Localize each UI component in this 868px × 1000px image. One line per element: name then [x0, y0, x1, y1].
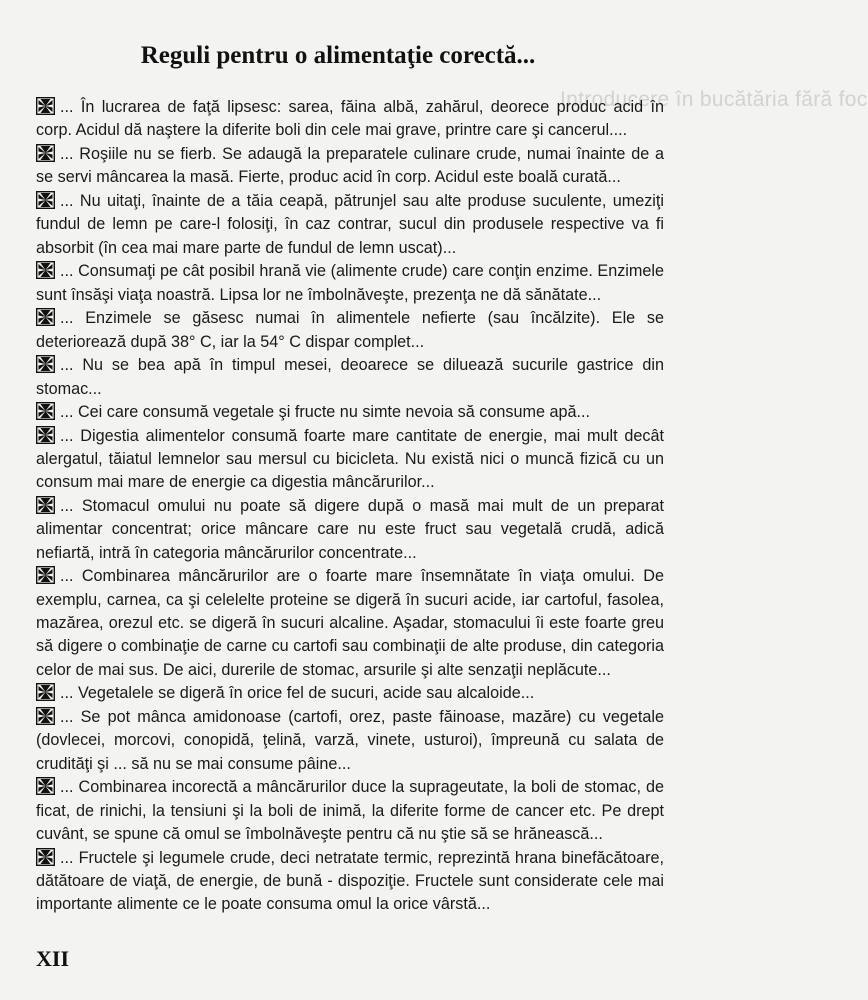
rule-text: ... Se pot mânca amidonoase (cartofi, orez, paste făinoase, mazăre) cu vegetale (dovlecei, morcovi, conopidă, ţelină, varză, vinete, usturoi), împreună cu salata de crudităţi şi ... să nu se mai consume pâine...: [36, 708, 664, 773]
maltese-cross-icon: [36, 355, 55, 373]
maltese-cross-icon: [36, 566, 55, 584]
rule-paragraph: [36, 682, 664, 705]
rule-paragraph: [36, 565, 664, 681]
rule-text: ... Cei care consumă vegetale şi fructe nu simte nevoia să consume apă...: [60, 403, 590, 422]
rule-text: ... Nu uitaţi, înainte de a tăia ceapă, pătrunjel sau alte produse suculente, umeziţi fundul de lemn pe care-l folosiţi, în caz contrar, sucul din produsele respective va fi absorbit (în cea mai mare parte de fundul de lemn uscat)...: [36, 191, 664, 257]
rule-paragraph: [36, 706, 664, 776]
rule-paragraph: [36, 425, 664, 495]
maltese-cross-icon: [36, 683, 55, 701]
rule-text: ... Fructele şi legumele crude, deci netratate termic, reprezintă hrana binefăcătoare, dătătoare de viaţă, de energie, de bună - dispoziţie. Fructele sunt considerate cele mai importante alimente ce le poate consuma omul la orice vârstă...: [36, 848, 664, 914]
rule-text: ... Combinarea mâncărurilor are o foarte mare însemnătate în viaţa omului. De exemplu, carnea, ca şi celelelte proteine se digeră în sucuri acide, iar cartoful, fasolea, mazărea, orezul etc. se digeră în sucuri alcaline. Aşadar, stomacului îi este foarte greu să digere o combinaţie de carne cu cartofi sau combinaţii de alte produse, din categoria celor de mai sus. De aici, durerile de stomac, arsurile şi alte senzaţii neplăcute...: [36, 567, 664, 679]
rule-text: ... Vegetalele se digeră în orice fel de sucuri, acide sau alcaloide...: [60, 684, 535, 703]
rule-text: ... Stomacul omului nu poate să digere după o masă mai mult de un preparat alimentar concentrat; orice mâncare care nu este fruct sau vegetală crudă, adică nefiartă, intră în categoria mâncărurilor concentrate...: [36, 497, 664, 562]
rule-text: ... Enzimele se găsesc numai în alimentele nefierte (sau încălzite). Ele se deteriorează după 38° C, iar la 54° C dispar complet...: [36, 309, 664, 351]
maltese-cross-icon: [36, 97, 55, 115]
maltese-cross-icon: [36, 496, 55, 514]
bleed-through-heading: Introducere în bucătăria fără foc: [560, 88, 868, 111]
rule-paragraph: [36, 401, 664, 424]
maltese-cross-icon: [36, 402, 55, 420]
maltese-cross-icon: [36, 777, 55, 795]
maltese-cross-icon: [36, 848, 55, 866]
maltese-cross-icon: [36, 261, 55, 279]
page-title: Reguli pentru o alimentaţie corectă...: [140, 42, 536, 69]
maltese-cross-icon: [36, 426, 55, 444]
rule-paragraph: [36, 307, 664, 354]
rule-text: ... Consumaţi pe cât posibil hrană vie (alimente crude) care conţin enzime. Enzimele sunt însăşi viaţa noastră. Lipsa lor ne îmbolnăveşte, prezenţa ne dă sănătate...: [36, 262, 664, 304]
rule-paragraph: [36, 143, 664, 190]
rule-text: ... Nu se bea apă în timpul mesei, deoarece se diluează sucurile gastrice din stomac...: [36, 356, 664, 398]
rule-text: ... Digestia alimentelor consumă foarte mare cantitate de energie, mai mult decât alergatul, tăiatul lemnelor sau mersul cu bicicleta. Nu există nici o muncă fizică cu un consum mai mare de energie ca digestia mâncărurilor...: [36, 426, 664, 492]
maltese-cross-icon: [36, 707, 55, 725]
rule-text: ... În lucrarea de faţă lipsesc: sarea, făina albă, zahărul, deorece produc acid în corp. Acidul dă naştere la diferite boli din cele mai grave, printre care şi cancerul....: [36, 98, 664, 140]
page-number: XII: [36, 946, 70, 971]
rule-text: ... Roşiile nu se fierb. Se adaugă la preparatele culinare crude, numai înainte de a se servi mâncarea la masă. Fierte, produc acid în corp. Acidul este boală curată...: [36, 144, 664, 187]
maltese-cross-icon: [36, 191, 55, 209]
maltese-cross-icon: [36, 308, 55, 326]
rule-paragraph: [36, 776, 664, 846]
rule-paragraph: [36, 847, 664, 917]
rule-paragraph: [36, 96, 664, 143]
rule-text: ... Combinarea incorectă a mâncărurilor duce la suprageutate, la boli de stomac, de ficat, de rinichi, la tensiuni şi la boli de inimă, la diferite forme de cancer etc. Pe drept cuvânt, se spune că omul se îmbolnăveşte pentru că nu ştie să se hrănească...: [36, 778, 664, 843]
rules-list: [36, 96, 664, 917]
rule-paragraph: [36, 354, 664, 401]
maltese-cross-icon: [36, 144, 55, 162]
rule-paragraph: [36, 495, 664, 565]
rule-paragraph: [36, 190, 664, 260]
rule-paragraph: [36, 260, 664, 307]
